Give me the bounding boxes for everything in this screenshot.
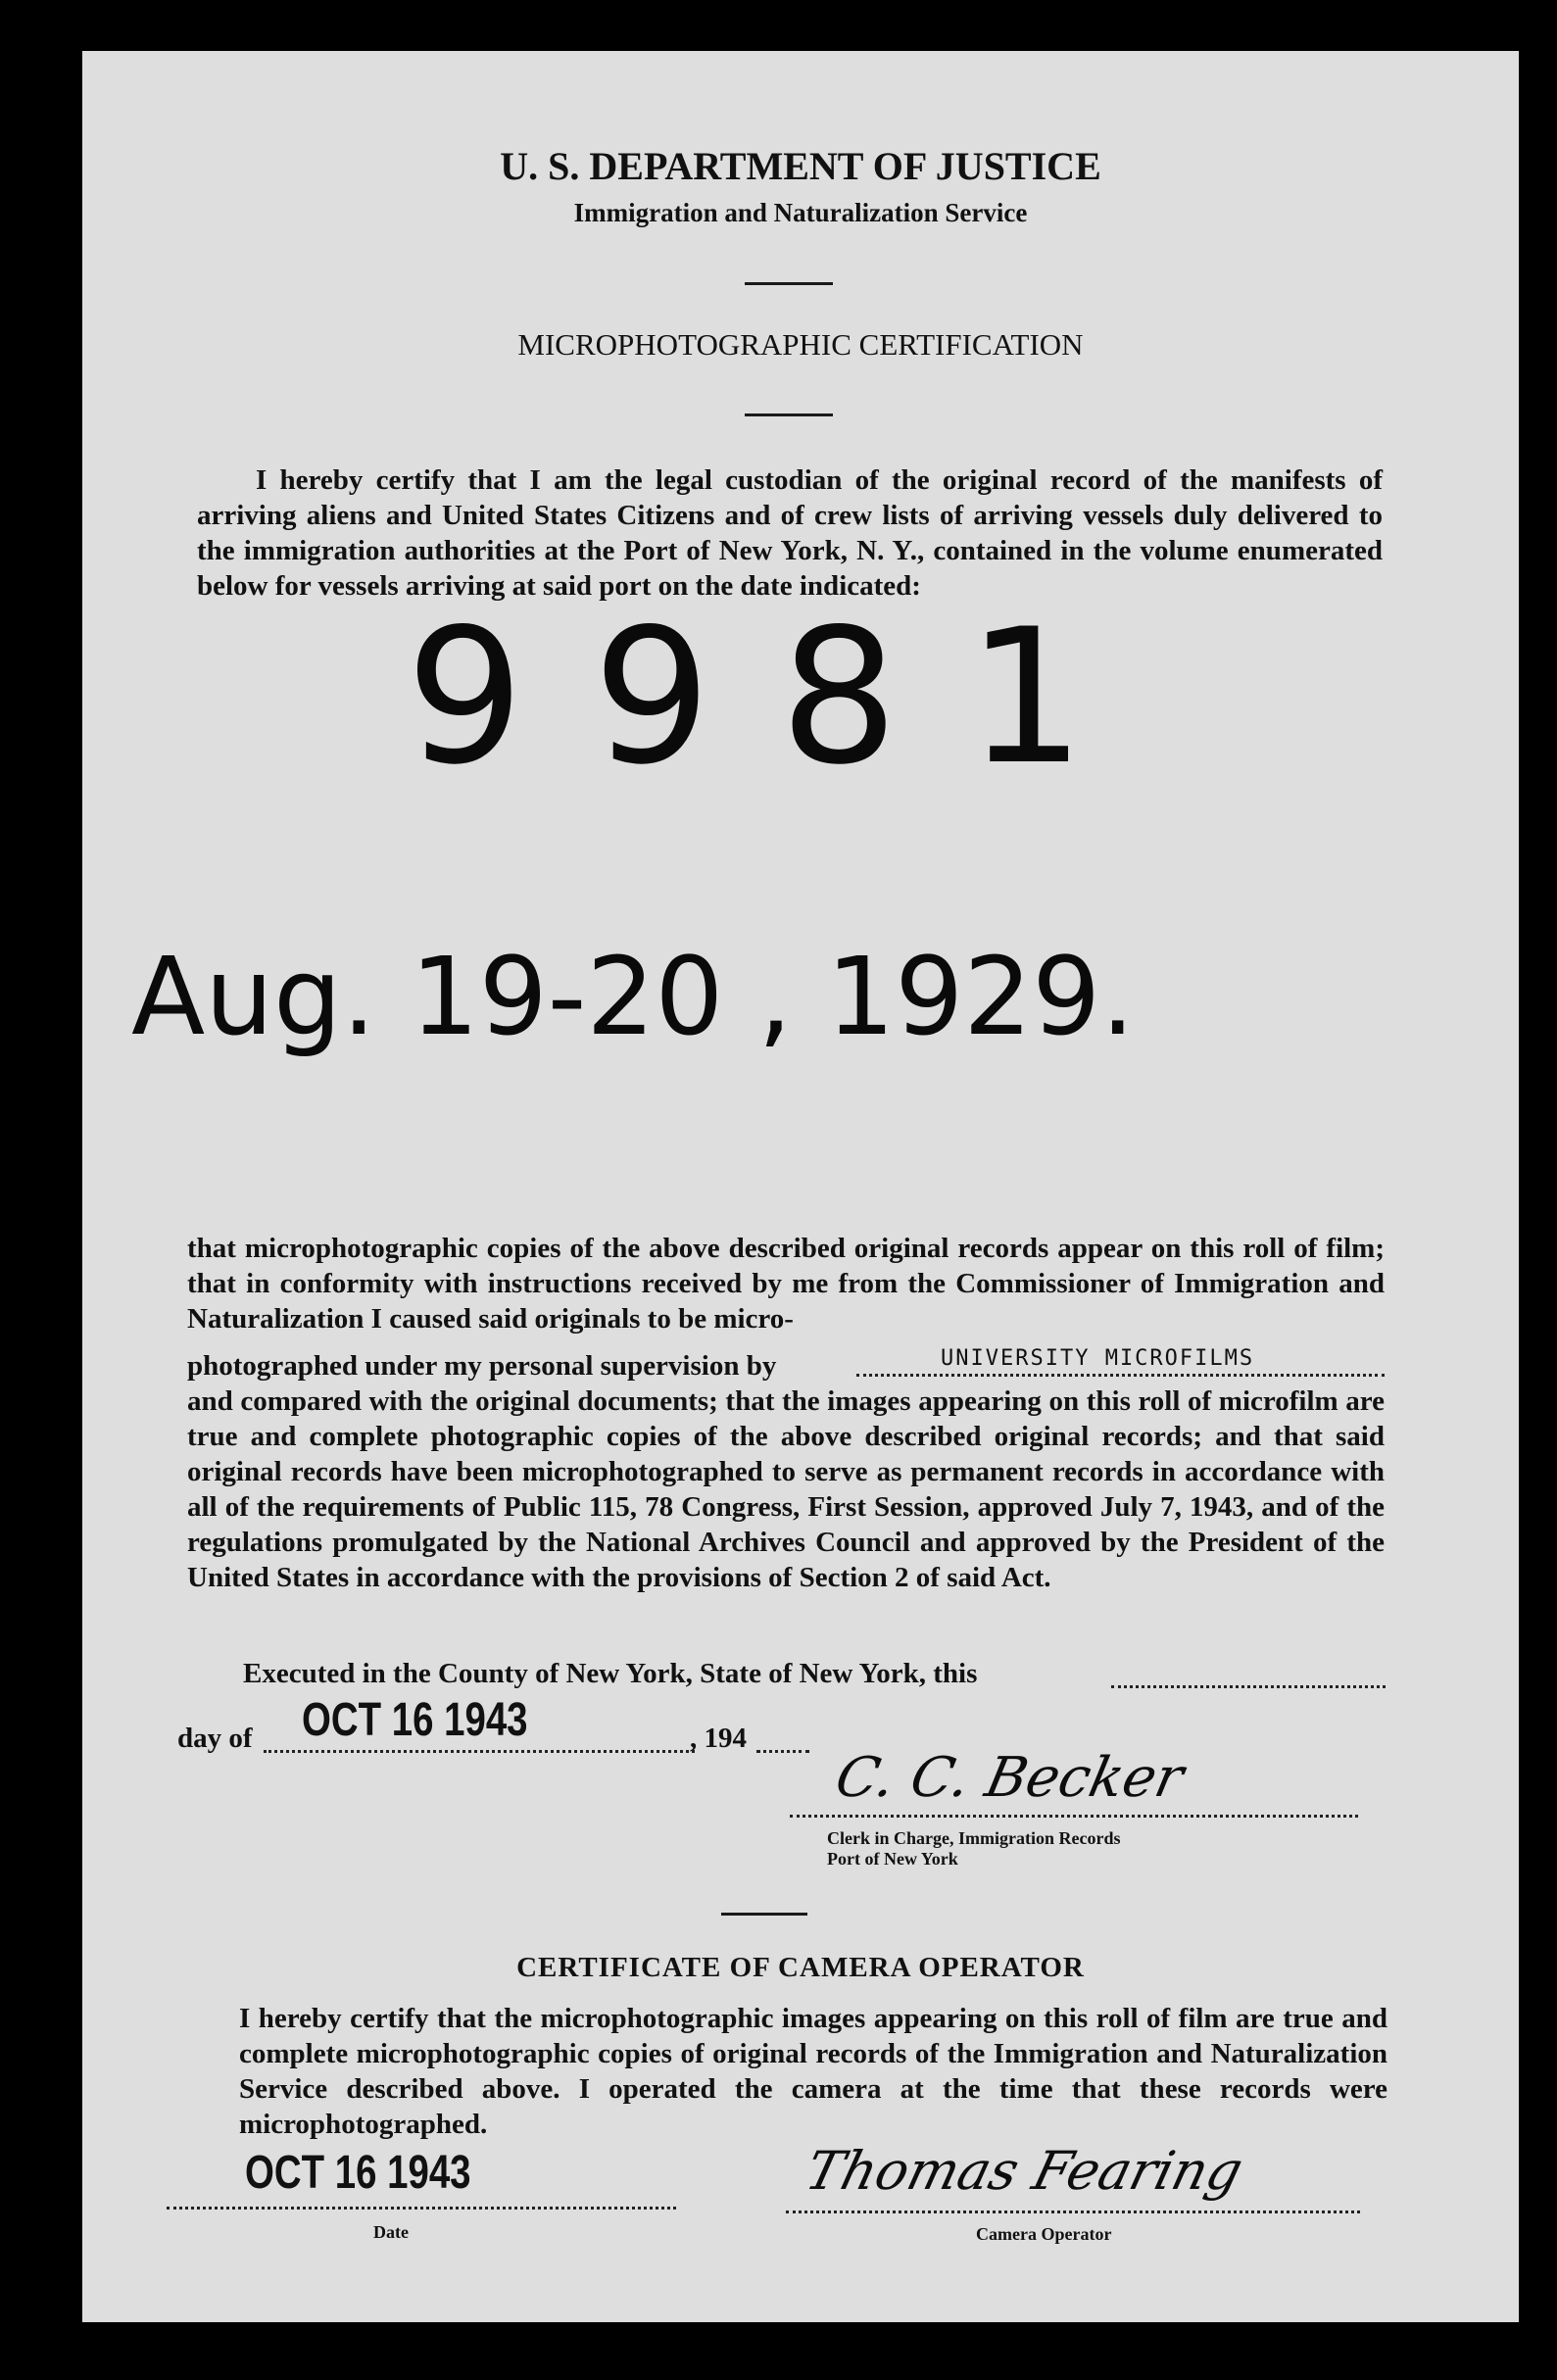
photographed-by-line <box>856 1374 1385 1377</box>
photographed-by-stamp: UNIVERSITY MICROFILMS <box>941 1346 1255 1371</box>
day-of-line <box>264 1750 695 1753</box>
executed-date-stamp: OCT 16 1943 <box>302 1694 528 1746</box>
divider <box>721 1913 807 1916</box>
certification-title: MICROPHOTOGRAPHIC CERTIFICATION <box>517 327 1084 362</box>
volume-number-handwritten: 9981 <box>406 589 1154 805</box>
custodian-paragraph: I hereby certify that I am the legal custodian of the original record of the manifests of arriving aliens and United States Citizens and of crew lists of arriving vessels duly delivered to the immigration authorities at the Port of New York, N. Y., contained in the volume enumerated below for vessels arriving at said port on the date indicated: <box>197 464 1383 602</box>
year-prefix: , 194 <box>690 1723 747 1754</box>
record-date-handwritten: Aug. 19-20 , 1929. <box>131 934 1136 1059</box>
camera-date-line <box>167 2207 676 2210</box>
year-line <box>756 1750 809 1753</box>
date-label: Date <box>373 2222 409 2242</box>
divider <box>745 282 833 285</box>
executed-line: Executed in the County of New York, State of New York, this <box>243 1658 978 1689</box>
camera-operator-label: Camera Operator <box>976 2224 1112 2244</box>
camera-operator-line <box>786 2210 1360 2213</box>
copies-paragraph-2: and compared with the original documents; that the images appearing on this roll of microfilm are true and complete photographic copies of the above described original records; and that said original records have been microphotographed to serve as permanent records in accordance with all of the requirements of Public 115, 78 Congress, First Session, approved July 7, 1943, and of the regulations promulgated by the National Archives Council and approved by the President of the United States in accordance with the provisions of Section 2 of said Act. <box>187 1385 1385 1593</box>
clerk-signature: C. C. Becker <box>830 1746 1190 1810</box>
camera-certificate-title: CERTIFICATE OF CAMERA OPERATOR <box>516 1952 1085 1983</box>
clerk-location: Port of New York <box>827 1849 958 1869</box>
clerk-title: Clerk in Charge, Immigration Records <box>827 1828 1121 1848</box>
department-heading: U. S. DEPARTMENT OF JUSTICE <box>500 144 1101 188</box>
day-of-label: day of <box>177 1723 253 1754</box>
photographed-by-label: photographed under my personal supervision by <box>187 1350 777 1382</box>
executed-day-line <box>1111 1685 1386 1688</box>
copies-paragraph-1: that microphotographic copies of the above described original records appear on this roll of film; that in conformity with instructions received by me from the Commissioner of Immigration and Naturalization I caused said originals to be micro- <box>187 1233 1385 1335</box>
camera-operator-signature: Thomas Fearing <box>800 2140 1249 2202</box>
service-subheading: Immigration and Naturalization Service <box>573 198 1028 227</box>
camera-certificate-body: I hereby certify that the microphotographic images appearing on this roll of film are true and complete microphotographic copies of original records of the Immigration and Naturalization Service described above. I operated the camera at the time that these records were microphotographed. <box>239 2003 1387 2140</box>
clerk-signature-line <box>790 1815 1358 1818</box>
divider <box>745 413 833 416</box>
certificate-sheet <box>82 51 1519 2322</box>
camera-date-stamp: OCT 16 1943 <box>245 2147 471 2199</box>
